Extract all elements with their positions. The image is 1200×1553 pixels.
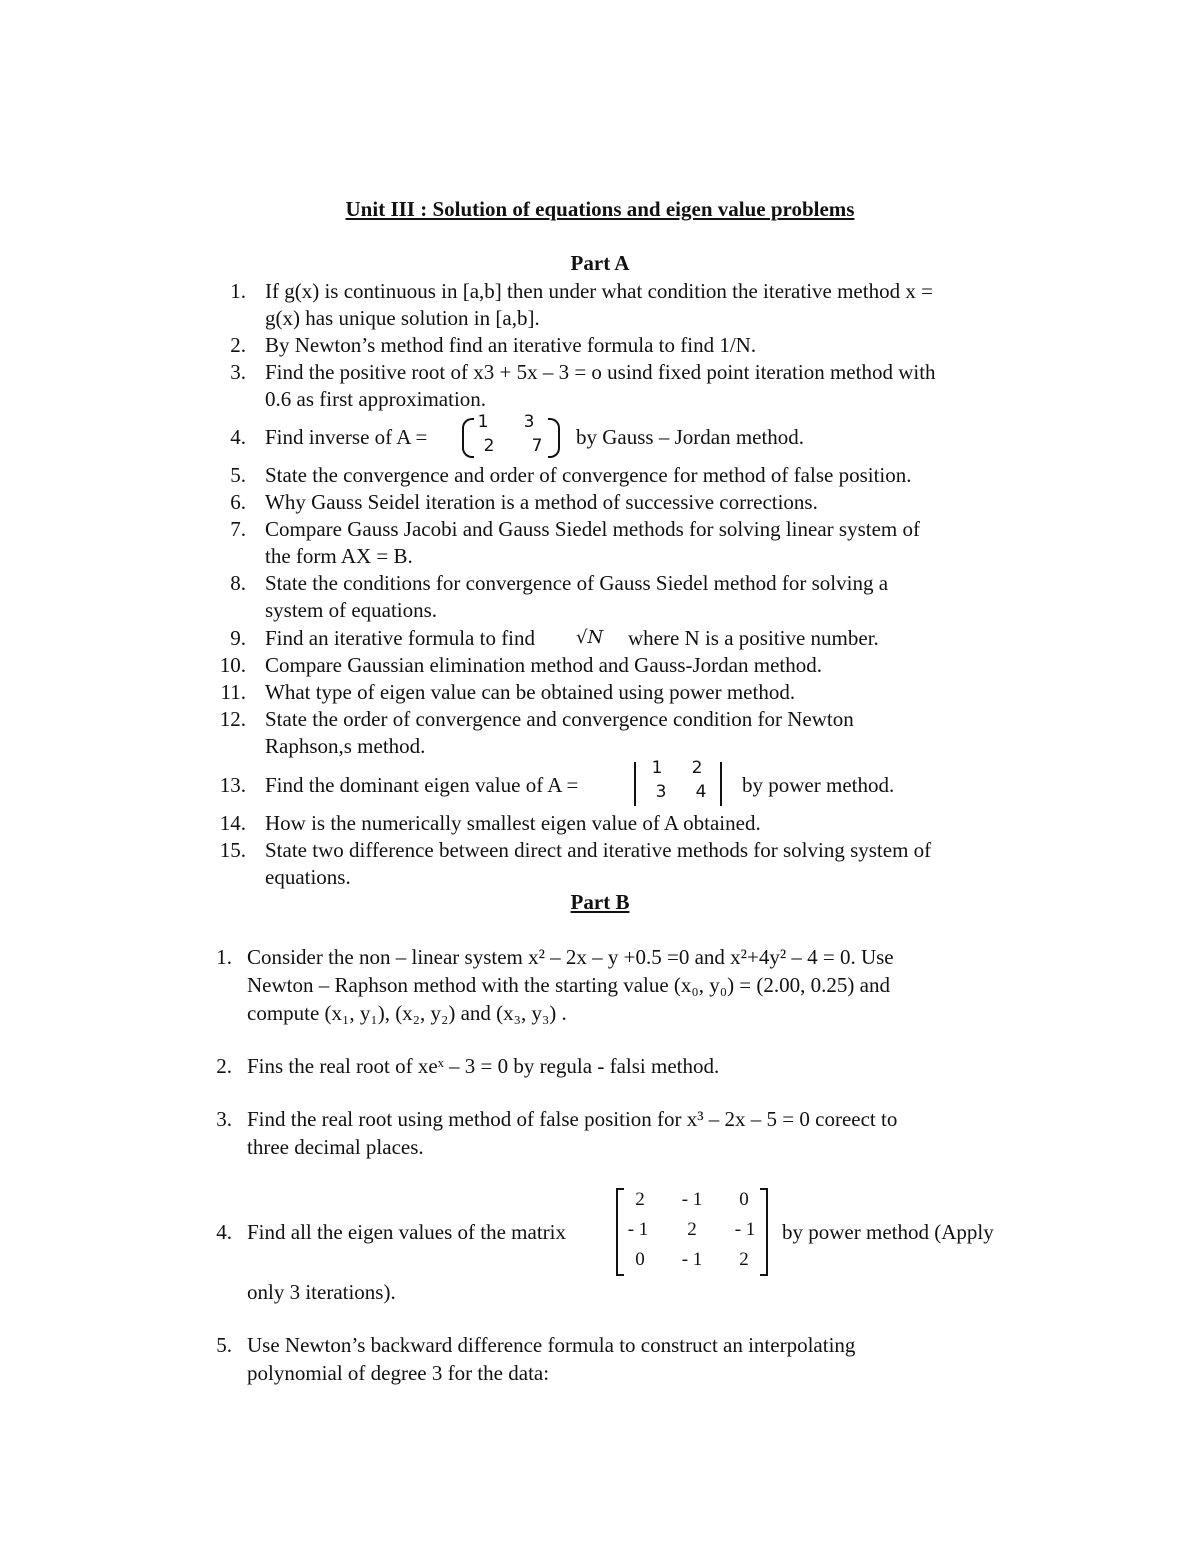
list-item-text: State the order of convergence and convergence condition for Newton [265, 707, 854, 731]
list-item-text: the form AX = B. [265, 544, 413, 568]
list-item-text: only 3 iterations). [247, 1280, 396, 1304]
list-item-text: by Gauss – Jordan method. [576, 425, 805, 449]
list-item-number: 1. [216, 945, 232, 969]
list-item-text: Raphson,s method. [265, 734, 426, 758]
list-item-text: g(x) has unique solution in [a,b]. [265, 306, 540, 330]
matrix-cell: 3 [655, 782, 667, 802]
matrix-cell: 0 [635, 1249, 645, 1270]
list-item-text: by power method (Apply [782, 1220, 994, 1244]
list-item-number: 13. [219, 773, 246, 797]
matrix-cell: 2 [483, 436, 495, 456]
list-item-number: 5. [230, 463, 246, 487]
list-item-text: Compare Gaussian elimination method and Gauss-Jordan method. [265, 653, 822, 677]
matrix-cell: - 1 [681, 1249, 703, 1270]
list-item-text: Find all the eigen values of the matrix [247, 1220, 566, 1244]
list-item-text: Find an iterative formula to find [265, 626, 536, 650]
matrix-cell: 0 [739, 1189, 749, 1210]
list-item-text: Find the positive root of x3 + 5x – 3 = o usind fixed point iteration method with [265, 360, 936, 384]
list-item-text: three decimal places. [247, 1135, 424, 1159]
matrix-cell: 1 [651, 758, 663, 778]
list-item-number: 3. [216, 1107, 232, 1131]
list-item-text: Compare Gauss Jacobi and Gauss Siedel methods for solving linear system of [265, 517, 920, 541]
page-title: Unit III : Solution of equations and eigen value problems [345, 197, 855, 221]
list-item-number: 12. [219, 707, 246, 731]
right-bar [720, 762, 722, 806]
list-item-number: 8. [230, 571, 246, 595]
list-item-text: by power method. [742, 773, 895, 797]
list-item-text: equations. [265, 865, 351, 889]
list-item-number: 7. [230, 517, 246, 541]
part-b-heading: Part B [570, 890, 630, 914]
list-item-text: Consider the non – linear system x² – 2x – y +0.5 =0 and x²+4y² – 4 = 0. Use [247, 945, 894, 969]
matrix-cell: - 1 [681, 1189, 703, 1210]
list-item-number: 4. [230, 425, 246, 449]
list-item-number: 3. [230, 360, 246, 384]
matrix-cell: 2 [687, 1219, 697, 1240]
matrix-cell: - 1 [627, 1219, 649, 1240]
matrix-cell: 2 [739, 1249, 749, 1270]
left-bar [634, 762, 636, 806]
list-item-text: Newton – Raphson method with the starting value (x₀, y₀) = (2.00, 0.25) and [247, 973, 890, 997]
list-item-text: where N is a positive number. [628, 626, 879, 650]
list-item-number: 2. [230, 333, 246, 357]
matrix-cell: 4 [695, 782, 707, 802]
sqrt-n-symbol: √N [576, 627, 604, 648]
matrix-cell: - 1 [734, 1219, 756, 1240]
list-item-number: 15. [219, 838, 246, 862]
right-paren [548, 418, 560, 458]
list-item-text: State the conditions for convergence of Gauss Siedel method for solving a [265, 571, 889, 595]
list-item-text: Use Newton’s backward difference formula to construct an interpolating [247, 1333, 856, 1357]
list-item-number: 14. [219, 811, 246, 835]
matrix-cell: 7 [531, 436, 543, 456]
right-bracket [760, 1188, 768, 1276]
list-item-text: Why Gauss Seidel iteration is a method of successive corrections. [265, 490, 818, 514]
list-item-text: Fins the real root of xeˣ – 3 = 0 by regula - falsi method. [247, 1054, 720, 1078]
list-item-text: Find the dominant eigen value of A = [265, 773, 579, 797]
matrix-cell: 1 [477, 412, 489, 432]
list-item-number: 10. [219, 653, 246, 677]
list-item-text: State two difference between direct and iterative methods for solving system of [265, 838, 932, 862]
list-item-text: How is the numerically smallest eigen value of A obtained. [265, 811, 761, 835]
list-item-number: 5. [216, 1333, 232, 1357]
matrix-cell: 2 [635, 1189, 645, 1210]
list-item-number: 9. [230, 626, 246, 650]
part-a-heading: Part A [570, 251, 630, 275]
list-item-text: If g(x) is continuous in [a,b] then under what condition the iterative method x = [265, 279, 933, 303]
list-item-text: polynomial of degree 3 for the data: [247, 1361, 550, 1385]
list-item-number: 11. [220, 680, 246, 704]
list-item-text: By Newton’s method find an iterative formula to find 1/N. [265, 333, 757, 357]
list-item-number: 4. [216, 1220, 232, 1244]
list-item-text: What type of eigen value can be obtained using power method. [265, 680, 796, 704]
list-item-number: 2. [216, 1054, 232, 1078]
list-item-text: Find the real root using method of false position for x³ – 2x – 5 = 0 coreect to [247, 1107, 898, 1131]
list-item-text: Find inverse of A = [265, 425, 428, 449]
list-item-text: compute (x₁, y₁), (x₂, y₂) and (x₃, y₃) . [247, 1001, 567, 1025]
list-item-text: State the convergence and order of convergence for method of false position. [265, 463, 912, 487]
list-item-number: 6. [230, 490, 246, 514]
list-item-text: system of equations. [265, 598, 438, 622]
matrix-cell: 3 [523, 412, 535, 432]
matrix-cell: 2 [691, 758, 703, 778]
list-item-text: 0.6 as first approximation. [265, 387, 487, 411]
list-item-number: 1. [230, 279, 246, 303]
